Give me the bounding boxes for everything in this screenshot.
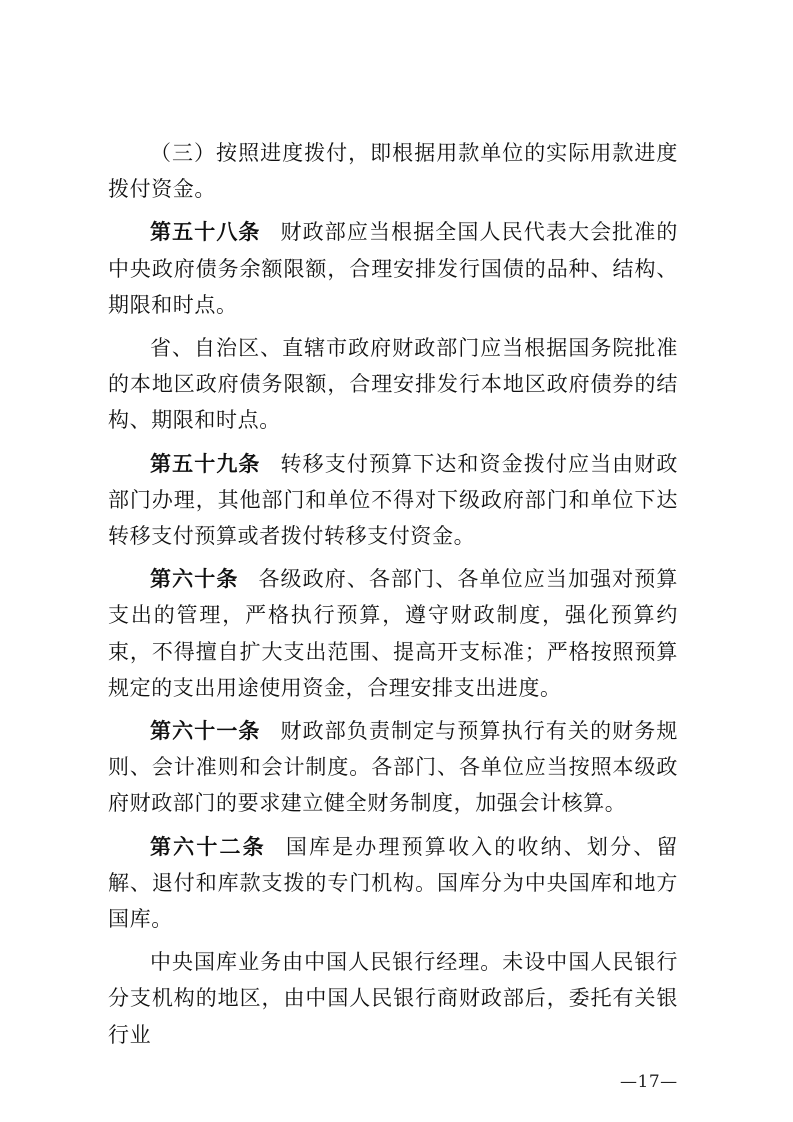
article-58-paragraph-2	[108, 330, 678, 439]
article-number: 第六十条	[150, 567, 239, 592]
article-62-paragraph-2	[108, 944, 678, 1053]
page-number: —17—	[620, 1072, 678, 1092]
article-60	[108, 561, 678, 706]
document-body	[108, 135, 678, 1060]
article-text: 转移支付预算下达和资金拨付应当由财政部门办理，其他部门和单位不得对下级政府部门和单位下达转移支付预算或者拨付转移支付资金。	[108, 451, 678, 549]
article-62	[108, 829, 678, 938]
article-number: 第五十九条	[150, 451, 261, 476]
article-text: 财政部应当根据全国人民代表大会批准的中央政府债务余额限额，合理安排发行国债的品种、结构、期限和时点。	[108, 220, 678, 317]
article-number: 第六十二条	[150, 834, 266, 859]
article-59	[108, 446, 678, 555]
paragraph-text: （三）按照进度拨付，即根据用款单位的实际用款进度拨付资金。	[108, 141, 678, 202]
article-text: 各级政府、各部门、各单位应当加强对预算支出的管理，严格执行预算，遵守财政制度，强化预算约束，不得擅自扩大支出范围、提高开支标准；严格按照预算规定的支出用途使用资金，合理安排支出进度。	[108, 567, 678, 700]
article-text: 财政部负责制定与预算执行有关的财务规则、会计准则和会计制度。各部门、各单位应当按照本级政府财政部门的要求建立健全财务制度，加强会计核算。	[108, 719, 678, 816]
paragraph-text: 中央国库业务由中国人民银行经理。未设中国人民银行分支机构的地区，由中国人民银行商财政部后，委托有关银行业	[108, 950, 678, 1047]
paragraph-text: 省、自治区、直辖市政府财政部门应当根据国务院批准的本地区政府债务限额，合理安排发行本地区政府债券的结构、期限和时点。	[108, 336, 678, 433]
paragraph-item-three	[108, 135, 678, 207]
article-text: 国库是办理预算收入的收纳、划分、留解、退付和库款支拨的专门机构。国库分为中央国库和地方国库。	[108, 834, 678, 932]
article-61	[108, 713, 678, 822]
article-number: 第六十一条	[150, 719, 261, 744]
article-58	[108, 214, 678, 323]
article-number: 第五十八条	[150, 220, 261, 245]
